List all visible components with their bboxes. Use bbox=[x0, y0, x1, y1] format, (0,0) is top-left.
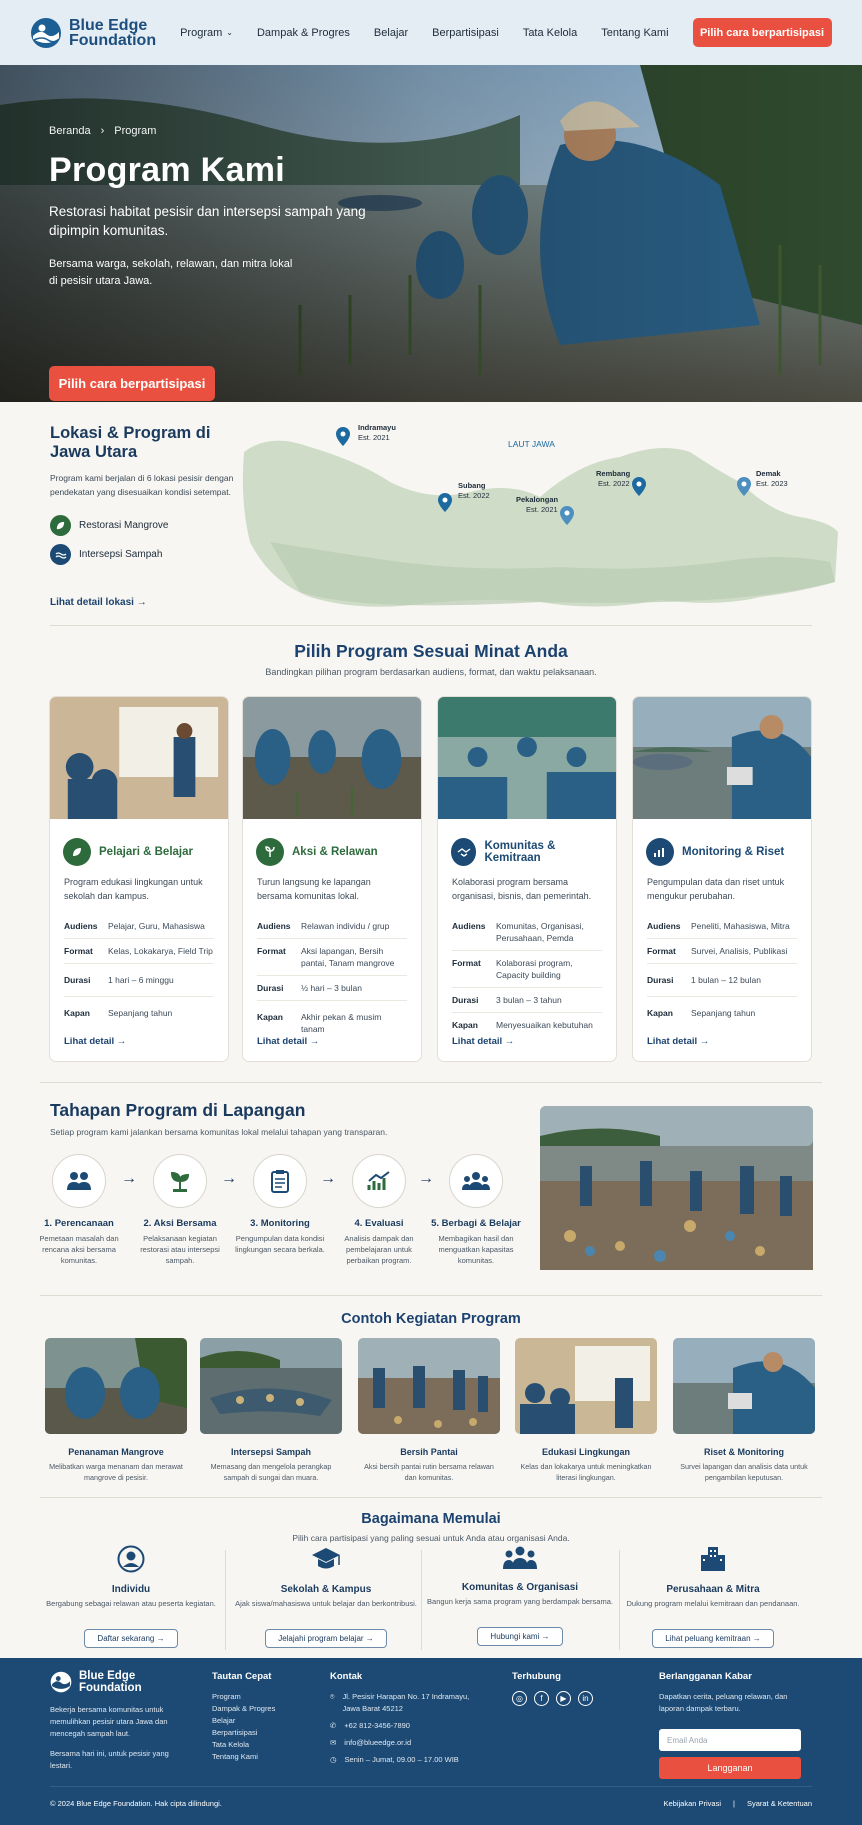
nav-belajar[interactable]: Belajar bbox=[373, 26, 409, 39]
card-description: Kolaborasi program bersama organisasi, bisnis, dan pemerintah. bbox=[452, 877, 592, 901]
start-title: Komunitas & Organisasi bbox=[461, 1582, 579, 1593]
linkedin-icon[interactable]: in bbox=[578, 1691, 593, 1706]
chart-icon bbox=[646, 838, 674, 866]
newsletter-email-input[interactable]: Email Anda bbox=[659, 1729, 801, 1751]
plant-icon bbox=[63, 838, 91, 866]
card-detail-link[interactable]: Lihat detail → bbox=[647, 1036, 710, 1047]
card-row: Durasi 3 bulan – 3 tahun bbox=[452, 988, 602, 1013]
start-description: Dukung program melalui kemitraan dan pendanaan. bbox=[626, 1599, 800, 1608]
footer-hours: Senin – Jumat, 09.00 – 17.00 WIB bbox=[344, 1755, 459, 1764]
card-row: Format Aksi lapangan, Bersih pantai, Tanam mangrove bbox=[257, 939, 407, 976]
start-community bbox=[425, 1545, 615, 1646]
card-row: Durasi 1 bulan – 12 bulan bbox=[647, 964, 797, 997]
clipboard-icon bbox=[253, 1154, 307, 1208]
breadcrumb bbox=[49, 125, 369, 137]
card-row: Audiens Komunitas, Organisasi, Perusahaan, Pemda bbox=[452, 914, 602, 951]
waste-trap-photo bbox=[200, 1338, 342, 1434]
arrow-right-icon: → bbox=[418, 1170, 434, 1187]
mail-icon: ✉ bbox=[330, 1738, 337, 1747]
breadcrumb-home[interactable]: Beranda bbox=[49, 125, 91, 137]
pin-name: Rembang bbox=[596, 469, 631, 478]
step-title: 2. Aksi Bersama bbox=[143, 1218, 217, 1229]
footer-heading: Terhubung bbox=[512, 1671, 561, 1682]
classroom-photo bbox=[50, 697, 228, 819]
separator: | bbox=[733, 1799, 735, 1808]
card-description: Pengumpulan data dan riset untuk mengukur perubahan. bbox=[647, 877, 785, 901]
wave-logo-icon bbox=[50, 1671, 72, 1693]
start-description: Bergabung sebagai relawan atau peserta kegiatan. bbox=[46, 1599, 216, 1608]
card-detail-link[interactable]: Lihat detail → bbox=[257, 1036, 320, 1047]
card-title: Monitoring & Riset bbox=[682, 846, 785, 858]
divider bbox=[40, 1295, 822, 1296]
hero-cta-button[interactable]: Pilih cara berpartisipasi bbox=[49, 366, 215, 401]
activity-description: Aksi bersih pantai rutin bersama relawan dan komunitas. bbox=[364, 1462, 494, 1482]
people-icon bbox=[52, 1154, 106, 1208]
hero-subtitle: Restorasi habitat pesisir dan intersepsi sampah yang dipimpin komunitas. bbox=[49, 204, 366, 238]
wave-icon bbox=[50, 544, 71, 565]
step-action bbox=[132, 1154, 228, 1266]
location-section bbox=[0, 402, 862, 624]
footer-link[interactable]: Belajar bbox=[212, 1716, 236, 1725]
activity-title: Intersepsi Sampah bbox=[230, 1447, 312, 1457]
volunteers-photo bbox=[243, 697, 421, 819]
pin-est: Est. 2023 bbox=[756, 479, 788, 488]
register-button[interactable]: Daftar sekarang → bbox=[84, 1629, 177, 1648]
pin-name: Pekalongan bbox=[516, 495, 559, 504]
step-description: Pengumpulan data kondisi lingkungan secara berkala. bbox=[235, 1234, 325, 1254]
footer-bottom-bar bbox=[50, 1786, 812, 1808]
instagram-icon[interactable]: ◎ bbox=[512, 1691, 527, 1706]
chevron-down-icon: ⌄ bbox=[226, 28, 233, 37]
nav-label: Program bbox=[180, 26, 223, 39]
nav-tentang-kami[interactable]: Tentang Kami bbox=[601, 26, 669, 39]
building-icon bbox=[699, 1545, 727, 1573]
start-description: Bangun kerja sama program yang berdampak bersama. bbox=[427, 1597, 613, 1606]
leaf-icon bbox=[50, 515, 71, 536]
pin-name: Demak bbox=[756, 469, 781, 478]
program-card-research[interactable] bbox=[632, 696, 812, 1062]
program-card-community[interactable] bbox=[437, 696, 617, 1062]
privacy-link[interactable]: Kebijakan Privasi bbox=[663, 1799, 721, 1808]
brand-name: Blue Edge bbox=[79, 1670, 136, 1682]
arrow-right-icon: → bbox=[320, 1170, 336, 1187]
map-pin-indramayu[interactable] bbox=[336, 423, 396, 446]
footer-link[interactable]: Tata Kelola bbox=[212, 1740, 250, 1749]
newsletter-description: Dapatkan cerita, peluang relawan, dan laporan dampak terbaru. bbox=[659, 1692, 788, 1713]
location-detail-link[interactable]: Lihat detail lokasi → bbox=[50, 597, 147, 608]
steps-subtitle: Setiap program kami jalankan bersama komunitas lokal melalui tahapan yang transparan. bbox=[50, 1127, 388, 1137]
terms-link[interactable]: Syarat & Ketentuan bbox=[746, 1799, 812, 1808]
start-title: Bagaimana Memulai bbox=[361, 1511, 501, 1527]
start-subtitle: Pilih cara partisipasi yang paling sesuai untuk Anda atau organisasi Anda. bbox=[292, 1533, 570, 1543]
card-row: Format Kolaborasi program, Capacity building bbox=[452, 951, 602, 988]
legend-label: Intersepsi Sampah bbox=[79, 549, 163, 560]
nav-berpartisipasi[interactable]: Berpartisipasi bbox=[432, 26, 499, 39]
card-title: Pelajari & Belajar bbox=[99, 846, 193, 858]
step-title: 1. Perencanaan bbox=[44, 1218, 114, 1229]
beach-photo bbox=[358, 1338, 500, 1434]
community-icon bbox=[503, 1545, 537, 1571]
legend-waste bbox=[50, 544, 162, 565]
card-row: Kapan Sepanjang tahun bbox=[647, 1008, 756, 1018]
activity-description: Memasang dan mengelola perangkap sampah di sungai dan muara. bbox=[210, 1462, 332, 1482]
card-row: Format Survei, Analisis, Publikasi bbox=[647, 939, 797, 964]
card-row: Audiens Pelajar, Guru, Mahasiswa bbox=[64, 914, 214, 939]
activities-title: Contoh Kegiatan Program bbox=[341, 1311, 521, 1327]
start-title: Individu bbox=[111, 1584, 151, 1595]
location-description: Program kami berjalan di 6 lokasi pesisir dengan pendekatan yang disesuaikan kondisi setempat. bbox=[50, 473, 234, 497]
facebook-icon[interactable]: f bbox=[534, 1691, 549, 1706]
step-monitoring bbox=[232, 1154, 328, 1255]
arrow-right-icon: → bbox=[121, 1170, 137, 1187]
footer bbox=[0, 1658, 862, 1825]
contact-button[interactable]: Hubungi kami → bbox=[477, 1627, 562, 1646]
nav-tata-kelola[interactable]: Tata Kelola bbox=[522, 26, 578, 39]
step-description: Pelaksanaan kegiatan restorasi atau intersepsi sampah. bbox=[140, 1234, 220, 1265]
start-description: Ajak siswa/mahasiswa untuk belajar dan berkontribusi. bbox=[235, 1599, 417, 1608]
phone-icon: ✆ bbox=[330, 1721, 337, 1730]
step-title: 5. Berbagi & Belajar bbox=[431, 1218, 521, 1229]
card-row: Format Kelas, Lokakarya, Field Trip bbox=[64, 939, 214, 964]
step-share bbox=[428, 1154, 524, 1266]
subscribe-button[interactable]: Langganan bbox=[659, 1757, 801, 1779]
legend-mangrove bbox=[50, 515, 168, 536]
growth-chart-icon bbox=[352, 1154, 406, 1208]
brand-name: Blue Edge bbox=[69, 16, 148, 34]
footer-tagline: Bersama hari ini, untuk pesisir yang lestari. bbox=[50, 1749, 169, 1770]
explore-learning-button[interactable]: Jelajahi program belajar → bbox=[265, 1629, 387, 1648]
pin-name: Indramayu bbox=[358, 423, 396, 432]
main-nav bbox=[156, 18, 831, 47]
card-detail-link[interactable]: Lihat detail → bbox=[452, 1036, 515, 1047]
activity-mangrove[interactable] bbox=[45, 1338, 187, 1483]
research-photo bbox=[633, 697, 811, 819]
location-title: Lokasi & Program di Jawa Utara bbox=[50, 424, 211, 461]
clock-icon: ◷ bbox=[330, 1755, 337, 1764]
hero-description: Bersama warga, sekolah, relawan, dan mitra lokal di pesisir utara Jawa. bbox=[49, 258, 293, 287]
footer-link[interactable]: Dampak & Progres bbox=[212, 1704, 276, 1713]
activity-description: Kelas dan lokakarya untuk meningkatkan literasi lingkungan. bbox=[520, 1462, 652, 1482]
education-photo bbox=[515, 1338, 657, 1434]
footer-heading: Kontak bbox=[330, 1671, 363, 1682]
location-pin-icon: ⌾ bbox=[330, 1692, 335, 1701]
footer-email[interactable]: info@blueedge.or.id bbox=[344, 1738, 412, 1747]
meeting-photo bbox=[438, 697, 616, 819]
youtube-icon[interactable]: ▶ bbox=[556, 1691, 571, 1706]
programs-subtitle: Bandingkan pilihan program berdasarkan audiens, format, dan waktu pelaksanaan. bbox=[265, 667, 597, 677]
card-title: Aksi & Relawan bbox=[292, 846, 378, 858]
nav-dampak[interactable]: Dampak & Progres bbox=[256, 26, 350, 39]
footer-link[interactable]: Tentang Kami bbox=[212, 1752, 258, 1761]
card-detail-link[interactable]: Lihat detail → bbox=[64, 1036, 127, 1047]
activity-beach[interactable] bbox=[358, 1338, 500, 1483]
program-card-action[interactable] bbox=[242, 696, 422, 1062]
activity-research[interactable] bbox=[673, 1338, 815, 1483]
divider bbox=[421, 1550, 422, 1650]
pin-est: Est. 2022 bbox=[598, 479, 630, 488]
group-icon bbox=[449, 1154, 503, 1208]
start-school bbox=[231, 1545, 421, 1648]
divider bbox=[225, 1550, 226, 1650]
divider bbox=[50, 625, 812, 626]
footer-link[interactable]: Berpartisipasi bbox=[212, 1728, 258, 1737]
activity-title: Edukasi Lingkungan bbox=[541, 1447, 630, 1457]
start-title: Perusahaan & Mitra bbox=[666, 1584, 760, 1595]
program-card-learn[interactable] bbox=[49, 696, 229, 1062]
card-row: Kapan Sepanjang tahun bbox=[64, 1008, 173, 1018]
footer-heading: Berlangganan Kabar bbox=[659, 1671, 752, 1682]
steps-title: Tahapan Program di Lapangan bbox=[50, 1100, 306, 1120]
beach-cleanup-photo bbox=[540, 1106, 813, 1270]
start-company bbox=[618, 1545, 808, 1648]
handshake-icon bbox=[451, 838, 476, 866]
chevron-right-icon: › bbox=[100, 125, 105, 137]
card-title: Komunitas & Kemitraan bbox=[484, 840, 556, 864]
partnership-button[interactable]: Lihat peluang kemitraan → bbox=[652, 1629, 774, 1648]
start-title: Sekolah & Kampus bbox=[280, 1584, 372, 1595]
card-row: Kapan Akhir pekan & musim tanam bbox=[257, 1012, 382, 1034]
card-row: Durasi ½ hari – 3 bulan bbox=[257, 976, 407, 1001]
logo[interactable] bbox=[30, 17, 156, 49]
card-row: Durasi 1 hari – 6 minggu bbox=[64, 964, 214, 997]
wave-logo-icon bbox=[30, 17, 62, 49]
activity-waste[interactable] bbox=[200, 1338, 342, 1483]
activity-description: Survei lapangan dan analisis data untuk pengambilan keputusan. bbox=[680, 1462, 808, 1482]
activity-title: Bersih Pantai bbox=[400, 1447, 458, 1457]
hand-plant-icon bbox=[256, 838, 284, 866]
card-description: Turun langsung ke lapangan bersama komunitas lokal. bbox=[257, 877, 371, 901]
divider bbox=[40, 1082, 822, 1083]
footer-about: Bekerja bersama komunitas untuk memulihkan pesisir utara Jawa dan mencegah sampah laut. bbox=[50, 1705, 168, 1738]
card-row: Audiens Relawan individu / grup bbox=[257, 914, 407, 939]
activity-education[interactable] bbox=[515, 1338, 657, 1483]
graduation-cap-icon bbox=[310, 1545, 342, 1573]
step-description: Pemetaan masalah dan rencana aksi bersama komunitas. bbox=[39, 1234, 119, 1265]
card-row: Kapan Menyesuaikan kebutuhan bbox=[452, 1020, 593, 1030]
user-circle-icon bbox=[117, 1545, 145, 1573]
activity-title: Penanaman Mangrove bbox=[68, 1447, 164, 1457]
research-activity-photo bbox=[673, 1338, 815, 1434]
card-description: Program edukasi lingkungan untuk sekolah dan kampus. bbox=[64, 877, 203, 901]
arrow-right-icon: → bbox=[221, 1170, 237, 1187]
sprout-icon bbox=[153, 1154, 207, 1208]
step-title: 3. Monitoring bbox=[250, 1218, 310, 1229]
card-row: Audiens Peneliti, Mahasiswa, Mitra bbox=[647, 914, 797, 939]
divider bbox=[40, 1497, 822, 1498]
footer-heading: Tautan Cepat bbox=[212, 1671, 272, 1682]
step-planning bbox=[31, 1154, 127, 1266]
map-pin-demak[interactable] bbox=[737, 469, 788, 496]
site-header bbox=[0, 0, 862, 65]
copyright: © 2024 Blue Edge Foundation. Hak cipta dilindungi. bbox=[50, 1799, 222, 1808]
sea-label: LAUT JAWA bbox=[508, 439, 555, 449]
pin-est: Est. 2021 bbox=[526, 505, 558, 514]
hero bbox=[0, 65, 862, 402]
brand-subname: Foundation bbox=[69, 31, 157, 49]
pin-name: Subang bbox=[458, 481, 486, 490]
footer-link[interactable]: Program bbox=[212, 1692, 241, 1701]
step-title: 4. Evaluasi bbox=[354, 1218, 404, 1229]
header-cta-button[interactable]: Pilih cara berpartisipasi bbox=[693, 18, 832, 47]
java-map bbox=[240, 422, 840, 617]
breadcrumb-current: Program bbox=[114, 125, 157, 137]
pin-est: Est. 2022 bbox=[458, 491, 490, 500]
step-evaluation bbox=[331, 1154, 427, 1266]
activity-description: Melibatkan warga menanam dan merawat mangrove di pesisir. bbox=[49, 1462, 183, 1482]
step-description: Analisis dampak dan pembelajaran untuk perbaikan program. bbox=[344, 1234, 414, 1265]
footer-phone[interactable]: +62 812-3456-7890 bbox=[344, 1721, 410, 1730]
activity-title: Riset & Monitoring bbox=[704, 1447, 784, 1457]
page-title: Program Kami bbox=[49, 151, 286, 189]
nav-program[interactable] bbox=[180, 27, 233, 39]
footer-logo[interactable] bbox=[50, 1670, 180, 1694]
step-description: Membagikan hasil dan menguatkan kapasitas komunitas. bbox=[438, 1234, 514, 1265]
start-individual bbox=[36, 1545, 226, 1648]
pin-est: Est. 2021 bbox=[358, 433, 390, 442]
programs-title: Pilih Program Sesuai Minat Anda bbox=[294, 641, 568, 661]
footer-address: Jl. Pesisir Harapan No. 17 Indramayu, Jawa Barat 45212 bbox=[342, 1692, 470, 1713]
legend-label: Restorasi Mangrove bbox=[79, 520, 169, 531]
mangrove-photo bbox=[45, 1338, 187, 1434]
brand-subname: Foundation bbox=[79, 1682, 142, 1694]
